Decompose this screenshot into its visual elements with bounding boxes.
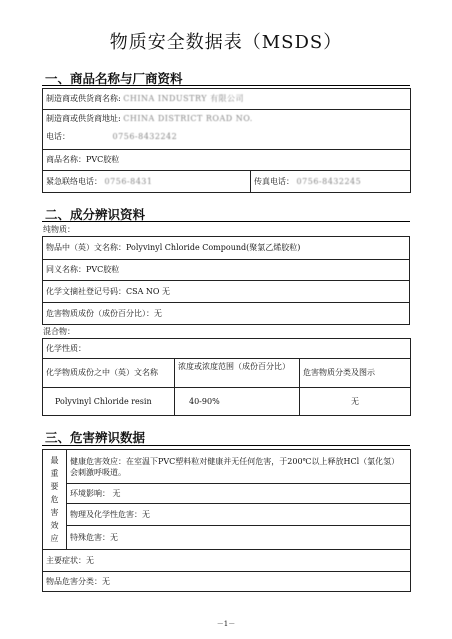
- product-name-cell: 商品名称：PVC胶粒: [43, 150, 411, 171]
- maker-address-label: 制造商或供货商地址:: [46, 114, 121, 123]
- physical-chemical-hazard-cell: 物理及化学性危害：无: [67, 504, 411, 526]
- fax-label: 传真电话：: [254, 176, 294, 186]
- maker-name-cell: [43, 89, 411, 110]
- section-2-rule: [42, 221, 410, 222]
- pure-row-synonym: 同义名称：PVC胶粒: [43, 260, 410, 281]
- pure-row-hazard: 危害物质成份（成份百分比）：无: [43, 303, 410, 325]
- hazard-class-cell: 物品危害分类：无: [43, 572, 411, 592]
- chemical-nature-cell: 化学性质：: [43, 339, 411, 359]
- section-1-heading: 一、商品名称与厂商资料: [45, 71, 183, 86]
- mixture-table: [42, 338, 411, 416]
- section-3-rule: [42, 445, 410, 446]
- mix-header-class: 危害物质分类及图示: [300, 359, 411, 388]
- section-1-table: [42, 88, 411, 193]
- pure-substance-table: [42, 236, 410, 325]
- special-hazard-cell: 特殊危害：无: [67, 526, 411, 550]
- phone-label: 电话：: [46, 132, 70, 141]
- environment-effect-cell: 环境影响： 无: [67, 484, 411, 504]
- hazard-table: [42, 449, 411, 592]
- maker-address-cell: [43, 110, 411, 150]
- section-3-heading: 三、危害辨识数据: [45, 430, 146, 445]
- mix-header-concentration: 浓度或浓度范围（成份百分比）: [175, 359, 300, 388]
- section-2-heading: 二、成分辨识资料: [45, 207, 146, 222]
- maker-name-label: 制造商或供货商名称:: [46, 94, 121, 103]
- mixture-label: 混合物：: [43, 327, 75, 336]
- hazard-side-label: 最重要危害效应: [43, 450, 67, 550]
- phone-value: 0756-8432242: [112, 132, 178, 141]
- fax-value: 0756-8432245: [296, 176, 362, 186]
- health-effect-cell: 健康危害效应：在室温下PVC塑料粒对健康并无任何危害，于200℃以上释放HCl（氯化氢）会刺激呼吸道。: [67, 450, 411, 484]
- pure-row-name: 物品中（英）文名称：Polyvinyl Chloride Compound(聚氯乙烯胶粒): [43, 237, 410, 260]
- section-1-rule: [42, 85, 410, 86]
- page-title: 物质安全数据表（MSDS）: [109, 32, 343, 53]
- emergency-value: 0756-8431: [104, 176, 153, 186]
- page-number: －1－: [216, 620, 236, 628]
- mix-cell-concentration: 40-90%: [175, 388, 300, 416]
- mix-cell-name: Polyvinyl Chloride resin: [43, 388, 175, 416]
- mix-cell-class: 无: [300, 388, 411, 416]
- fax-cell: [251, 171, 411, 193]
- pure-substance-label: 纯物质：: [43, 225, 75, 234]
- main-symptoms-cell: 主要症状：无: [43, 550, 411, 572]
- maker-name-value: CHINA INDUSTRY 有限公司: [123, 94, 245, 103]
- emergency-label: 紧急联络电话：: [46, 176, 102, 186]
- mix-header-name: 化学物质成份之中（英）文名称: [43, 359, 175, 388]
- emergency-cell: [43, 171, 251, 193]
- maker-address-value: CHINA DISTRICT ROAD NO.: [123, 114, 253, 123]
- pure-row-cas: 化学文摘社登记号码：CSA NO 无: [43, 281, 410, 303]
